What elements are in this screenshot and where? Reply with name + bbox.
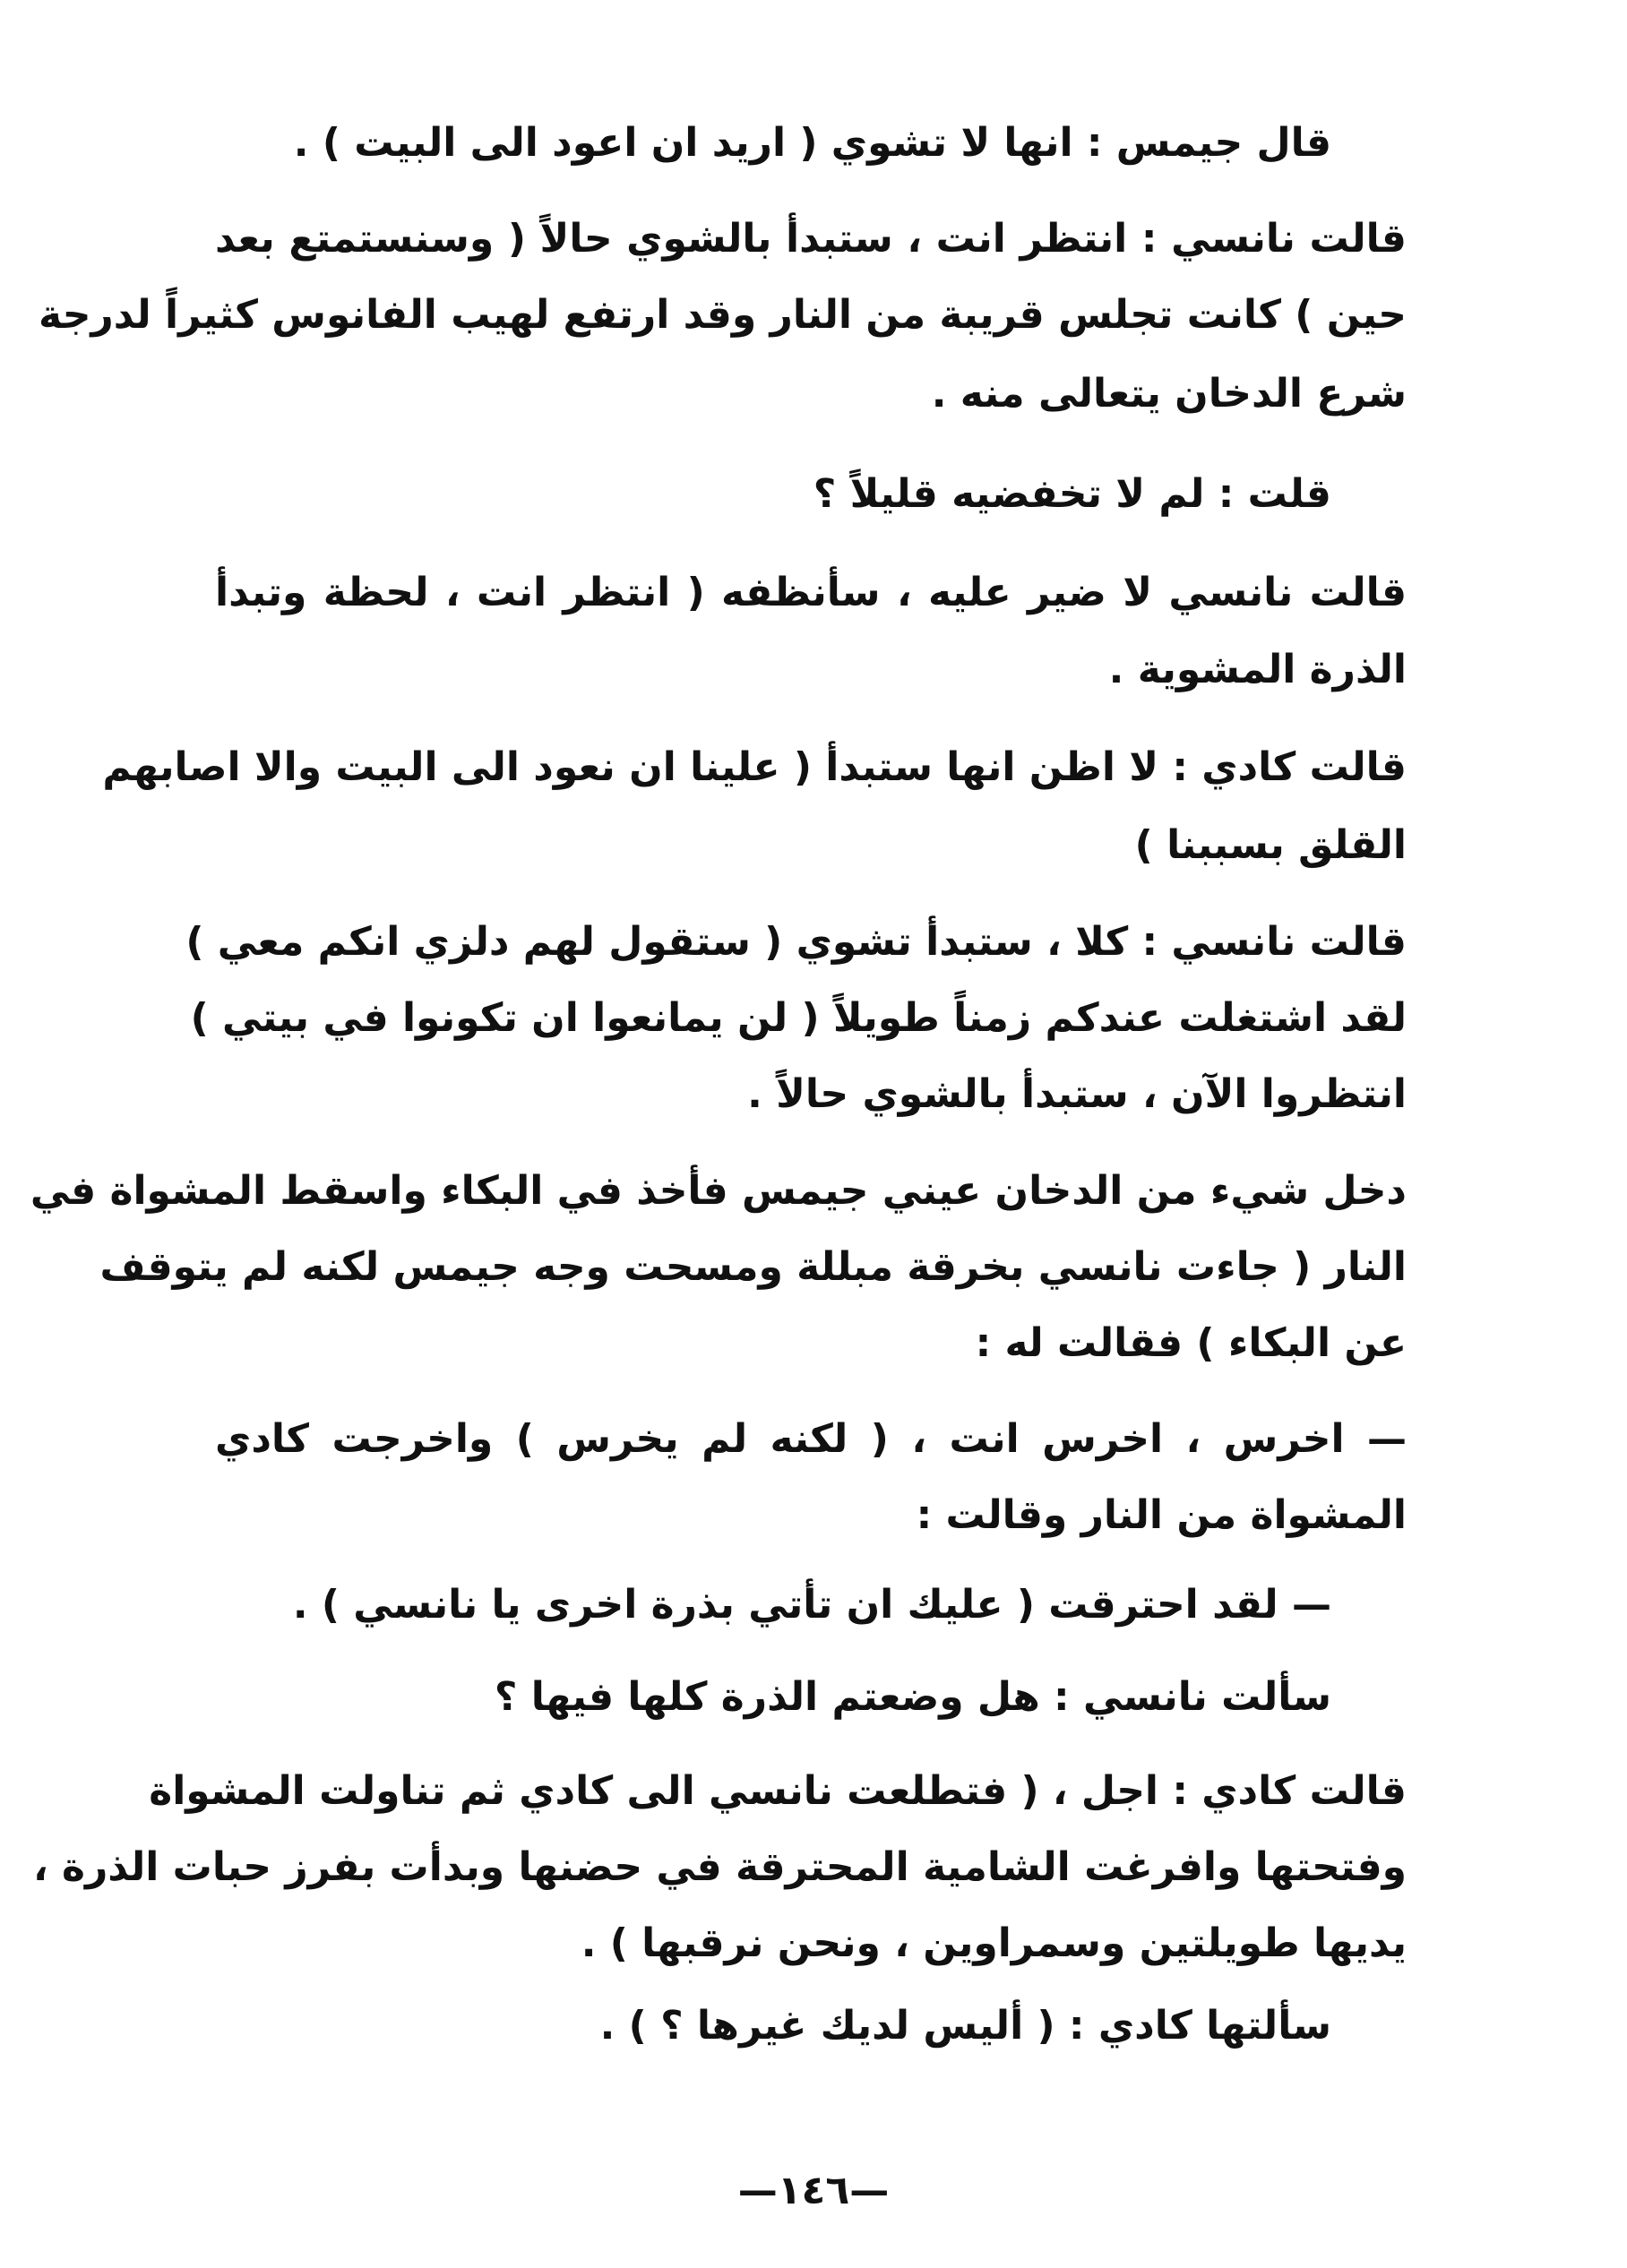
text-line: القلق بسببنا ) [1134,822,1407,868]
text-line: عن البكاء ) فقالت له : [975,1320,1407,1366]
text-line: النار ( جاءت نانسي بخرقة مبللة ومسحت وجه جيمس لكنه لم يتوقف [99,1244,1407,1290]
text-line: قالت نانسي : كلا ، ستبدأ تشوي ( ستقول لهم دلزي انكم معي ) [185,919,1407,965]
text-line: قالت نانسي لا ضير عليه ، سأنظفه ( انتظر انت ، لحظة وتبدأ [215,570,1407,615]
text-line: — لقد احترقت ( عليك ان تأتي بذرة اخرى يا نانسي ) . [292,1582,1331,1628]
text-line: سألتها كادي : ( أليس لديك غيرها ؟ ) . [599,2003,1331,2049]
text-line: قالت نانسي : انتظر انت ، ستبدأ بالشوي حالاً ( وسنستمتع بعد [215,216,1407,262]
page-number: —١٤٦— [737,2168,890,2213]
text-line: شرع الدخان يتعالى منه . [931,371,1407,417]
text-line: الذرة المشوية . [1108,647,1407,692]
text-line: انتظروا الآن ، ستبدأ بالشوي حالاً . [747,1071,1407,1117]
text-line: قالت كادي : اجل ، ( فتطلعت نانسي الى كادي ثم تناولت المشواة [149,1768,1407,1814]
text-line: المشواة من النار وقالت : [916,1492,1407,1538]
text-line: دخل شيء من الدخان عيني جيمس فأخذ في البكاء واسقط المشواة في [30,1168,1407,1214]
text-line: — اخرس ، اخرس انت ، ( لكنه لم يخرس ) واخرجت كادي [215,1416,1407,1462]
text-line: سألت نانسي : هل وضعتم الذرة كلها فيها ؟ [494,1674,1331,1720]
text-line: قالت كادي : لا اظن انها ستبدأ ( علينا ان نعود الى البيت والا اصابهم [102,744,1407,790]
text-line: حين ) كانت تجلس قريبة من النار وقد ارتفع لهيب الفانوس كثيراً لدرجة [39,292,1407,338]
text-line: قال جيمس : انها لا تشوي ( اريد ان اعود الى البيت ) . [293,120,1331,166]
text-line: وفتحتها وافرغت الشامية المحترقة في حضنها وبدأت بفرز حبات الذرة ، [32,1844,1407,1890]
text-line: يديها طويلتين وسمراوين ، ونحن نرقبها ) . [581,1920,1407,1966]
text-line: قلت : لم لا تخفضيه قليلاً ؟ [813,471,1331,517]
text-line: لقد اشتغلت عندكم زمناً طويلاً ( لن يمانعوا ان تكونوا في بيتي ) [190,995,1407,1041]
